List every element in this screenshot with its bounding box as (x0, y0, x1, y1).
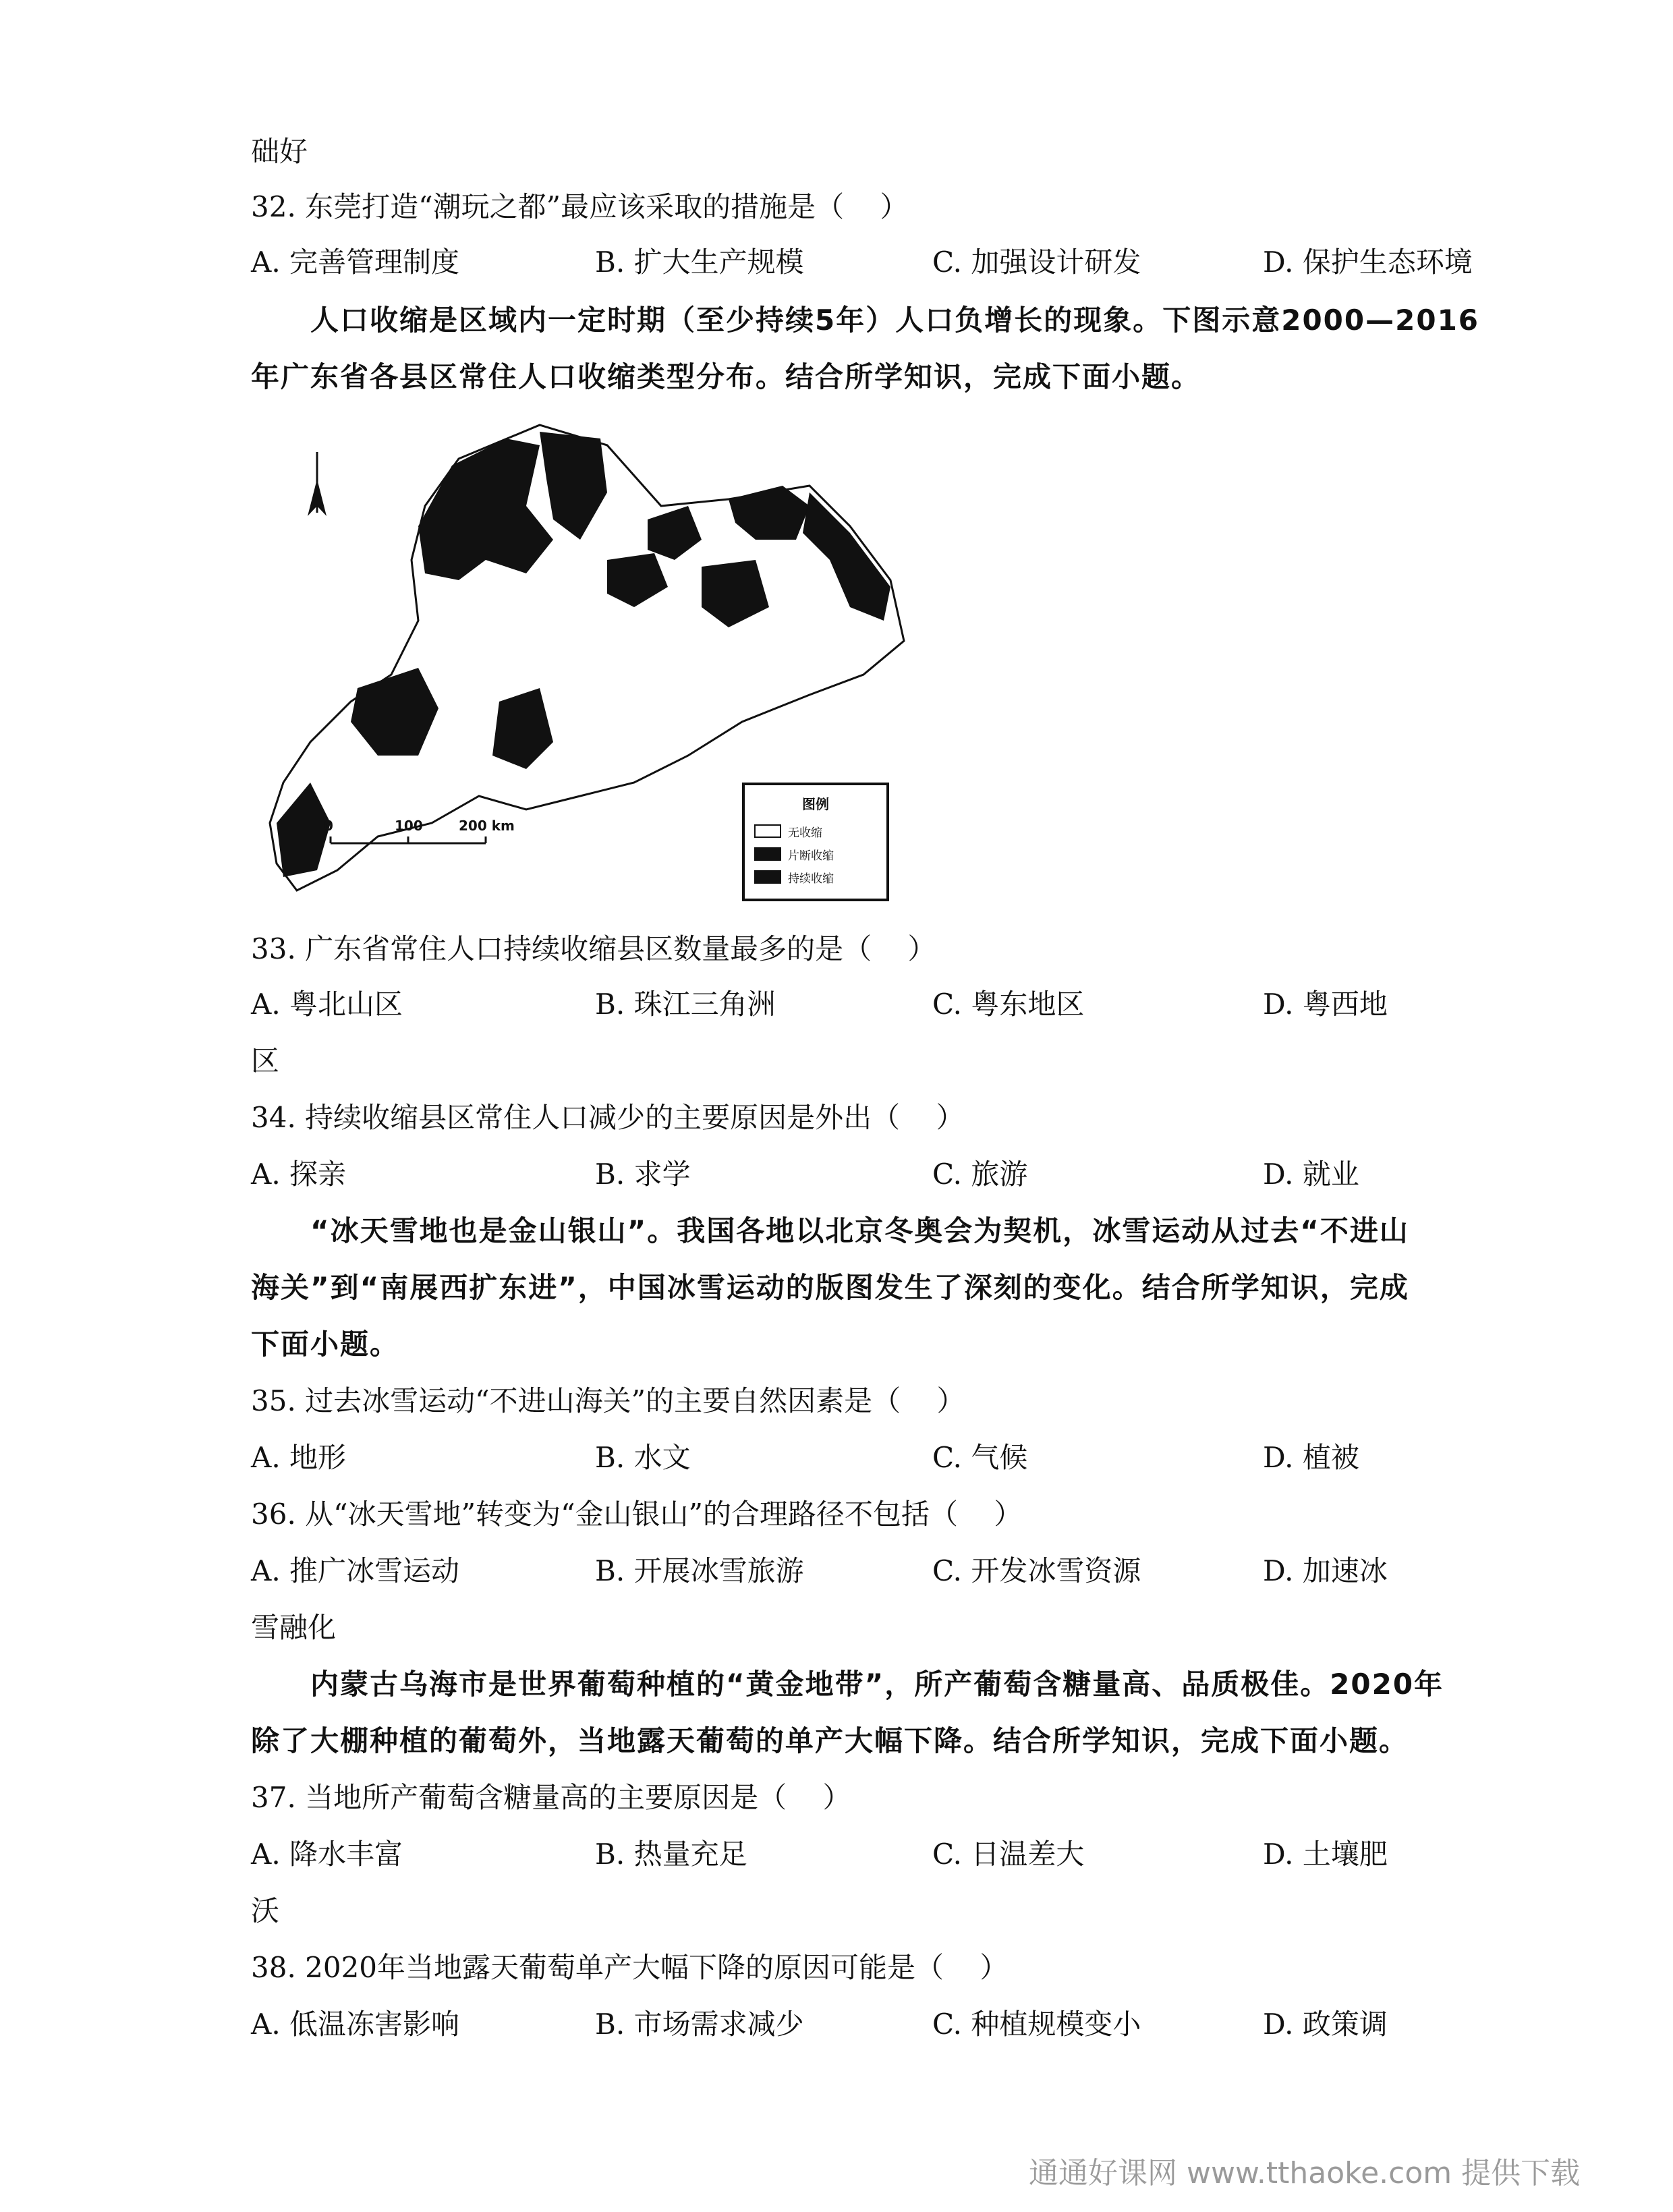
question-36-options (251, 1552, 1411, 1591)
q32-option-b[interactable]: B. 扩大生产规模 (595, 246, 804, 279)
q38-option-d[interactable]: D. 政策调 (1263, 2008, 1388, 2041)
q33-option-d[interactable]: D. 粤西地 (1263, 988, 1388, 1021)
q38-option-a[interactable]: A. 低温冻害影响 (251, 2008, 460, 2041)
q34-option-c[interactable]: C. 旅游 (932, 1158, 1028, 1191)
population-intro-line-2: 年广东省各县区常住人口收缩类型分布。结合所学知识，完成下面小题。 (251, 360, 1201, 393)
q38-option-c[interactable]: C. 种植规模变小 (932, 2008, 1141, 2041)
legend-item-none (754, 823, 822, 839)
q34-option-a[interactable]: A. 探亲 (251, 1158, 347, 1191)
grape-intro-line-2: 除了大棚种植的葡萄外，当地露天葡萄的单产大幅下降。结合所学知识，完成下面小题。 (251, 1724, 1409, 1757)
q36-option-d[interactable]: D. 加速冰 (1263, 1554, 1388, 1587)
q37-option-a[interactable]: A. 降水丰富 (251, 1838, 403, 1871)
question-32-stem: 32. 东莞打造“潮玩之都”最应该采取的措施是（ ） (251, 190, 909, 223)
question-33-stem: 33. 广东省常住人口持续收缩县区数量最多的是（ ） (251, 932, 936, 965)
q32-option-c[interactable]: C. 加强设计研发 (932, 246, 1141, 279)
grape-intro-line-1: 内蒙古乌海市是世界葡萄种植的“黄金地带”，所产葡萄含糖量高、品质极佳。2020年 (310, 1668, 1444, 1701)
q33-option-c[interactable]: C. 粤东地区 (932, 988, 1085, 1021)
question-34-options (251, 1155, 1411, 1194)
question-35-stem: 35. 过去冰雪运动“不进山海关”的主要自然因素是（ ） (251, 1384, 965, 1417)
map-legend (742, 783, 889, 901)
question-35-options (251, 1438, 1411, 1477)
question-34-stem: 34. 持续收缩县区常住人口减少的主要原因是外出（ ） (251, 1101, 965, 1134)
q34-option-d[interactable]: D. 就业 (1263, 1158, 1359, 1191)
q35-option-d[interactable]: D. 植被 (1263, 1441, 1359, 1474)
q36-option-c[interactable]: C. 开发冰雪资源 (932, 1554, 1141, 1587)
north-arrow-icon (308, 452, 327, 516)
q33-option-b[interactable]: B. 珠江三角洲 (595, 988, 776, 1021)
ice-intro-line-2: 海关”到“南展西扩东进”，中国冰雪运动的版图发生了深刻的变化。结合所学知识，完成 (251, 1271, 1409, 1304)
q37-option-b[interactable]: B. 热量充足 (595, 1838, 747, 1871)
population-intro-line-1: 人口收缩是区域内一定时期（至少持续5年）人口负增长的现象。下图示意2000—2016 (310, 304, 1480, 337)
q37-option-d[interactable]: D. 土壤肥 (1263, 1838, 1388, 1871)
q36-option-a[interactable]: A. 推广冰雪运动 (251, 1554, 460, 1587)
legend-item-partial (754, 846, 834, 862)
q35-option-c[interactable]: C. 气候 (932, 1441, 1028, 1474)
watermark: 通通好课网 www.tthaoke.com 提供下载 (1029, 2156, 1581, 2190)
question-36-stem: 36. 从“冰天雪地”转变为“金山银山”的合理路径不包括（ ） (251, 1498, 1023, 1531)
q32-option-d[interactable]: D. 保护生态环境 (1263, 246, 1473, 279)
legend-label: 持续收缩 (788, 872, 834, 886)
scale-label-100: 100 (395, 818, 423, 834)
question-37-stem: 37. 当地所产葡萄含糖量高的主要原因是（ ） (251, 1781, 851, 1814)
q36-option-d-wrap: 雪融化 (251, 1611, 337, 1644)
q33-option-a[interactable]: A. 粤北山区 (251, 988, 403, 1021)
guangdong-population-map (256, 405, 944, 904)
q37-option-c[interactable]: C. 日温差大 (932, 1838, 1085, 1871)
question-38-stem: 38. 2020年当地露天葡萄单产大幅下降的原因可能是（ ） (251, 1951, 1009, 1984)
legend-label: 无收缩 (788, 826, 822, 840)
question-33-options (251, 985, 1411, 1024)
question-37-options (251, 1835, 1411, 1874)
legend-swatch-white (754, 824, 781, 838)
question-38-options (251, 2005, 1411, 2044)
scale-label-0: 0 (324, 818, 333, 834)
q35-option-b[interactable]: B. 水文 (595, 1441, 691, 1474)
legend-label: 片断收缩 (788, 849, 834, 863)
q38-option-b[interactable]: B. 市场需求减少 (595, 2008, 804, 2041)
ice-intro-line-3: 下面小题。 (251, 1328, 400, 1361)
text-fragment: 础好 (251, 135, 308, 168)
q32-option-a[interactable]: A. 完善管理制度 (251, 246, 460, 279)
ice-intro-line-1: “冰天雪地也是金山银山”。我国各地以北京冬奥会为契机，冰雪运动从过去“不进山 (310, 1214, 1409, 1247)
q36-option-b[interactable]: B. 开展冰雪旅游 (595, 1554, 804, 1587)
q33-option-d-wrap: 区 (251, 1044, 280, 1077)
legend-swatch-black (754, 870, 781, 884)
legend-swatch-black (754, 847, 781, 861)
q34-option-b[interactable]: B. 求学 (595, 1158, 691, 1191)
legend-title: 图例 (802, 796, 829, 812)
legend-item-continuous (754, 869, 834, 885)
scale-label-200: 200 km (459, 818, 515, 834)
q37-option-d-wrap: 沃 (251, 1894, 280, 1927)
question-32-options (251, 243, 1473, 282)
q35-option-a[interactable]: A. 地形 (251, 1441, 347, 1474)
